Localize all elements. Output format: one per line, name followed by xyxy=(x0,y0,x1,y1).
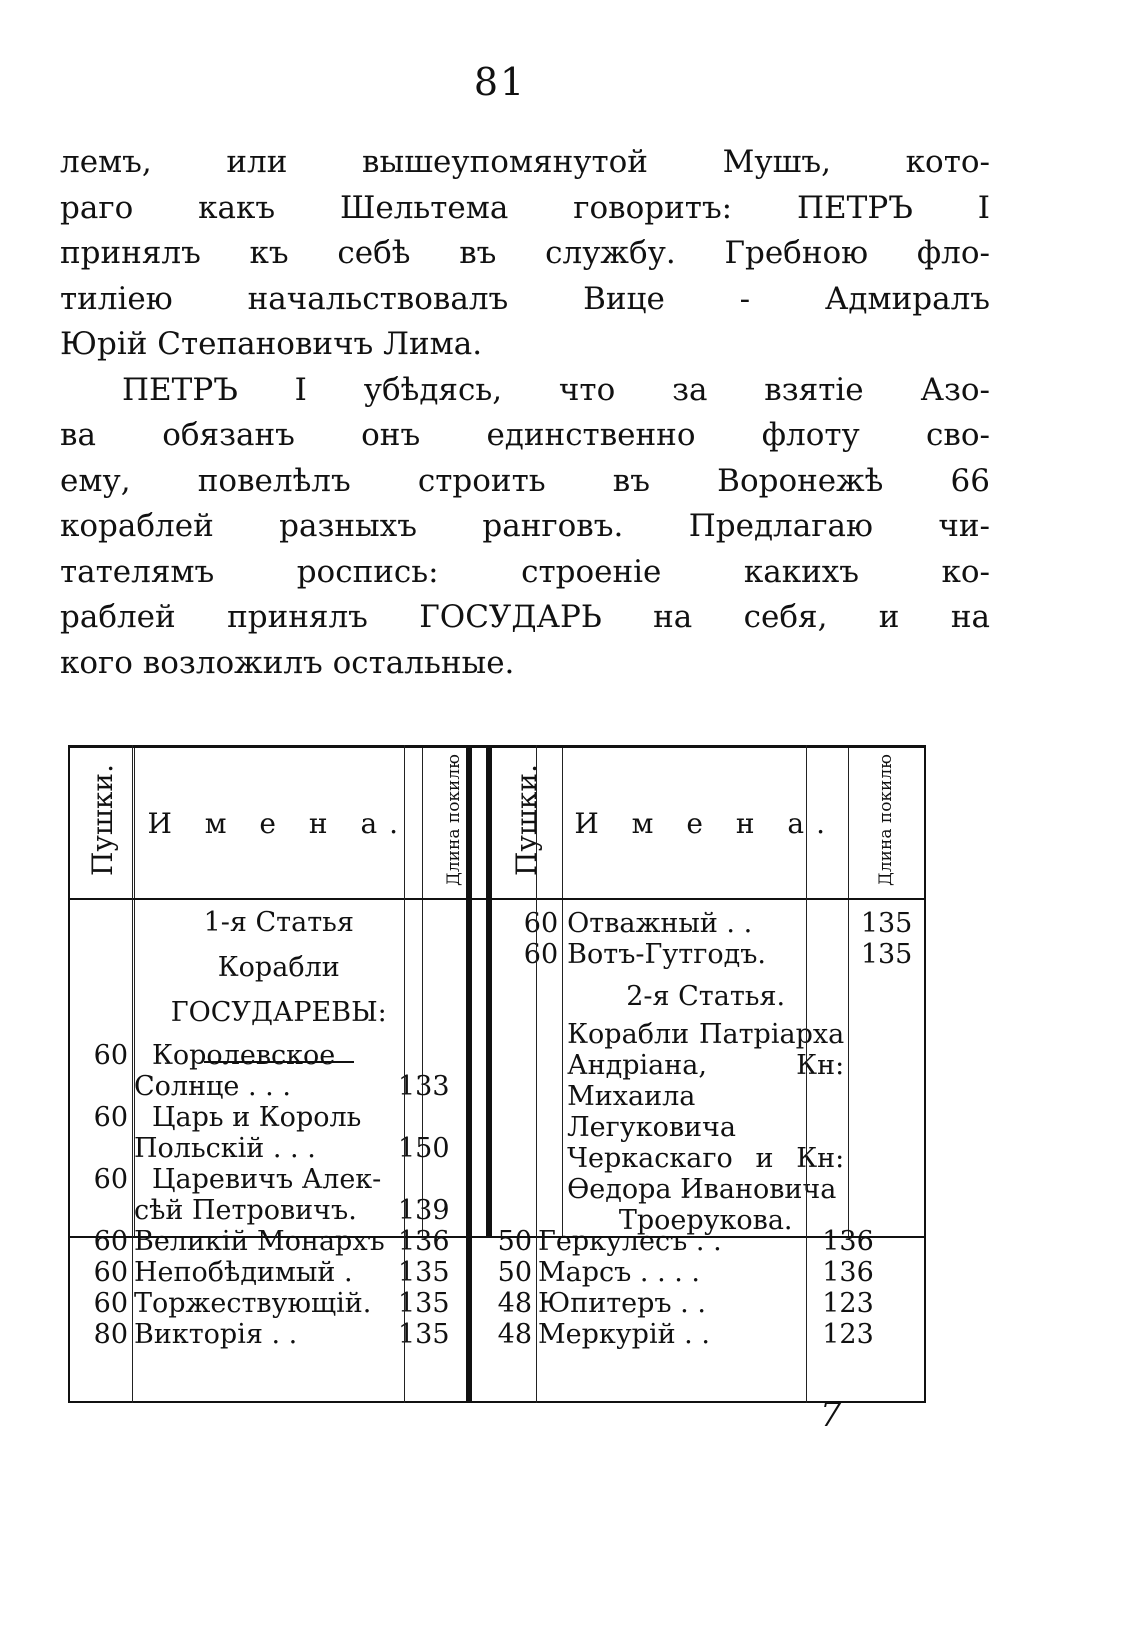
table-header-row xyxy=(69,747,925,900)
ship-name: Отважный . . xyxy=(567,908,753,939)
table-row xyxy=(70,1040,470,1102)
length-value: 136 xyxy=(822,1257,874,1288)
guns-value: 60 xyxy=(93,1257,128,1288)
table-row xyxy=(472,1319,924,1350)
length-value: 123 xyxy=(822,1288,874,1319)
ship-name: Вотъ-Гутгодъ. xyxy=(567,939,766,970)
length-value: 136 xyxy=(822,1226,874,1257)
guns-value: 50 xyxy=(497,1257,532,1288)
section-heading-right: 2-я Статья. xyxy=(626,981,786,1012)
length-value: 123 xyxy=(822,1319,874,1350)
table-row xyxy=(70,1102,470,1164)
subsection-text-right-last: Троерукова. xyxy=(618,1205,793,1236)
guns-value: 60 xyxy=(93,1164,128,1195)
text-line: ему, повелѣлъ строить въ Воронежѣ 66 xyxy=(60,462,990,499)
ship-name: Непобѣдимый . xyxy=(134,1257,353,1288)
ship-name: Меркурiй . . xyxy=(538,1319,710,1350)
guns-value: 60 xyxy=(93,1288,128,1319)
header-length-right: Длина покилю xyxy=(849,747,925,900)
text-line: тилiею начальствовалъ Вице - Адмиралъ xyxy=(60,280,990,317)
ship-name: Королевское Солнце . . . xyxy=(134,1040,336,1102)
length-value: 133 xyxy=(398,1071,450,1102)
subsection-text-right: Корабли Патрiарха Андрiана, Кн: Михаила Легуковича Черкаскаго и Кн: Өедора Ивановича xyxy=(567,1019,845,1205)
table-divider-left-guns xyxy=(132,745,133,1403)
text-line: лемъ, или вышеупомянутой Мушъ, кото- xyxy=(60,144,990,180)
table-row xyxy=(70,1288,470,1319)
page-number: 81 xyxy=(473,60,527,104)
section-heading-left: 1-я Статья Корабли ГОСУДАРЕВЫ: xyxy=(135,899,423,1237)
length-value: 135 xyxy=(398,1288,450,1319)
length-value: 150 xyxy=(398,1133,450,1164)
guns-value: 48 xyxy=(497,1288,532,1319)
table-divider-right-guns xyxy=(536,745,537,1403)
header-guns-left: Пушки. xyxy=(69,747,135,900)
length-value: 135 xyxy=(398,1319,450,1350)
ship-name: Царевичъ Алек- сѣй Петровичъ. xyxy=(134,1164,382,1226)
guns-value: 50 xyxy=(497,1226,532,1257)
guns-value: 80 xyxy=(93,1319,128,1350)
ship-name: Геркулесъ . . xyxy=(538,1226,722,1257)
length-value: 135 xyxy=(398,1257,450,1288)
left-ship-list xyxy=(70,1040,470,1350)
text-line: ПЕТРЪ I убѣдясь, что за взятiе Азо- xyxy=(122,371,990,408)
header-guns-right: Пушки. xyxy=(489,747,563,900)
guns-value: 60 xyxy=(93,1040,128,1071)
ship-name: Марсъ . . . . xyxy=(538,1257,700,1288)
length-value: 135 xyxy=(860,908,913,939)
guns-value: 60 xyxy=(523,908,559,939)
text-line: тателямъ роспись: строенiе какихъ ко- xyxy=(60,553,990,590)
text-line: кораблей разныхъ ранговъ. Предлагаю чи- xyxy=(60,508,990,544)
text-line: принялъ къ себѣ въ службу. Гребною фло- xyxy=(60,235,990,271)
guns-value: 60 xyxy=(93,1226,128,1257)
text-line: кого возложилъ остальные. xyxy=(60,644,515,681)
guns-value: 48 xyxy=(497,1319,532,1350)
body-text xyxy=(60,140,990,686)
guns-value: 60 xyxy=(523,939,559,970)
ship-name: Торжествующiй. xyxy=(134,1288,372,1319)
length-value: 136 xyxy=(398,1226,450,1257)
table-row xyxy=(70,1257,470,1288)
table-row xyxy=(472,1226,924,1257)
ship-name: Викторiя . . xyxy=(134,1319,298,1350)
header-names-right: И м е н а. xyxy=(563,747,849,900)
text-line: раго какъ Шельтема говоритъ: ПЕТРЪ I xyxy=(60,189,990,226)
table-divider-left-names xyxy=(404,745,405,1403)
right-ship-list xyxy=(472,1226,924,1350)
ship-name: Царь и Король Польскiй . . . xyxy=(134,1102,362,1164)
ship-name: Юпитеръ . . xyxy=(538,1288,706,1319)
table-divider-center xyxy=(466,745,472,1403)
table-row xyxy=(70,1226,470,1257)
signature-mark: 7 xyxy=(820,1395,842,1435)
text-line: раблей принялъ ГОСУДАРЬ на себя, и на xyxy=(60,599,990,635)
length-value: 135 xyxy=(860,939,913,970)
text-line: ва обязанъ онъ единственно флоту сво- xyxy=(60,417,990,453)
length-value: 139 xyxy=(398,1195,450,1226)
table-divider-right-names xyxy=(806,745,807,1403)
table-row xyxy=(70,1164,470,1226)
text-line: Юрiй Степановичъ Лима. xyxy=(60,326,483,362)
header-length-left: Длина покилю xyxy=(423,747,489,900)
table-row xyxy=(472,1257,924,1288)
header-names-left: И м е н а. xyxy=(135,747,423,900)
guns-value: 60 xyxy=(93,1102,128,1133)
table-row xyxy=(70,1319,470,1350)
table-row xyxy=(472,1288,924,1319)
ship-name: Великiй Монархъ xyxy=(134,1226,385,1257)
